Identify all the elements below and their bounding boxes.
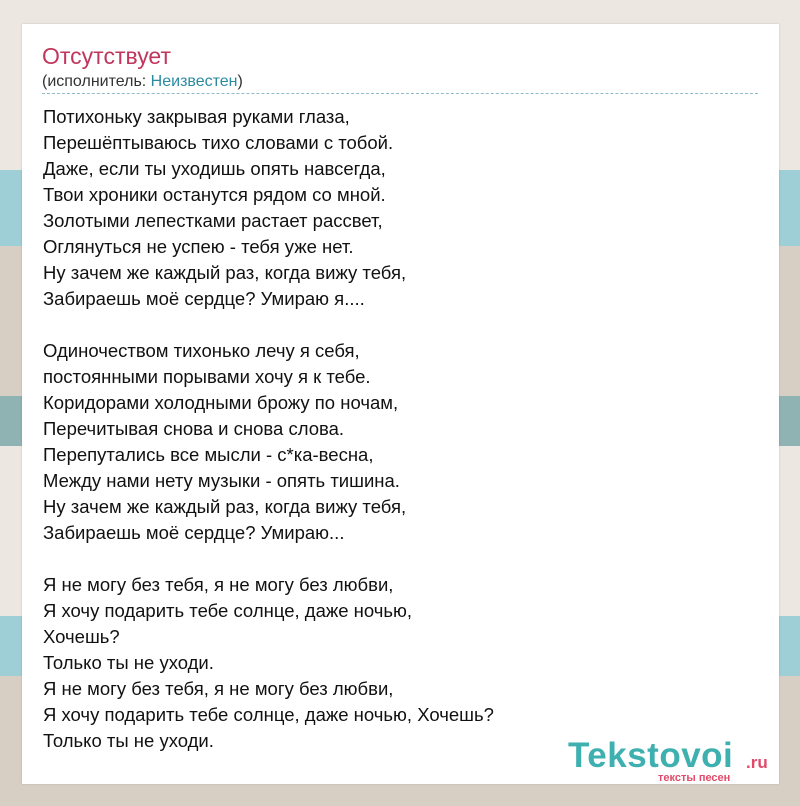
lyric-line: Даже, если ты уходишь опять навсегда, xyxy=(43,158,386,179)
chorus xyxy=(43,572,753,754)
lyrics-text xyxy=(43,104,753,754)
lyric-line: Хочешь? xyxy=(43,626,120,647)
verse-gap xyxy=(43,546,753,572)
logo-domain: .ru xyxy=(746,753,768,772)
lyric-line: Я не могу без тебя, я не могу без любви, xyxy=(43,574,394,595)
logo-subtitle: тексты песен xyxy=(658,772,731,784)
artist-suffix: ) xyxy=(237,73,243,90)
logo-wordmark: Tekstovoi xyxy=(568,736,734,775)
lyric-line: Твои хроники останутся рядом со мной. xyxy=(43,184,386,205)
lyric-line: Между нами нету музыки - опять тишина. xyxy=(43,470,400,491)
verse xyxy=(43,104,753,312)
lyric-line: Только ты не уходи. xyxy=(43,730,214,751)
lyric-line: постоянными порывами хочу я к тебе. xyxy=(43,366,371,387)
artist-line xyxy=(42,72,243,92)
verse xyxy=(43,338,753,546)
lyric-line: Перечитывая снова и снова слова. xyxy=(43,418,345,439)
lyric-line: Коридорами холодными брожу по ночам, xyxy=(43,392,399,413)
lyric-line: Только ты не уходи. xyxy=(43,652,214,673)
lyric-line: Я хочу подарить тебе солнце, даже ночью, Хочешь? xyxy=(43,704,494,725)
lyric-line: Забираешь моё сердце? Умираю... xyxy=(43,522,345,543)
lyric-line: Забираешь моё сердце? Умираю я.... xyxy=(43,288,365,309)
lyric-line: Золотыми лепестками растает рассвет, xyxy=(43,210,383,231)
lyric-line: Оглянуться не успею - тебя уже нет. xyxy=(43,236,354,257)
artist-link[interactable]: Неизвестен xyxy=(150,73,238,90)
site-logo[interactable] xyxy=(568,736,778,784)
verse-gap xyxy=(43,312,753,338)
lyric-line: Перепутались все мысли - с*ка-весна, xyxy=(43,444,374,465)
lyric-line: Ну зачем же каждый раз, когда вижу тебя, xyxy=(43,262,407,283)
lyric-line: Ну зачем же каждый раз, когда вижу тебя, xyxy=(43,496,407,517)
lyric-line: Одиночеством тихонько лечу я себя, xyxy=(43,340,360,361)
title-divider xyxy=(42,93,758,94)
lyric-line: Я не могу без тебя, я не могу без любви, xyxy=(43,678,394,699)
lyrics-card xyxy=(22,24,779,784)
lyric-line: Перешёптываюсь тихо словами с тобой. xyxy=(43,132,394,153)
artist-prefix: (исполнитель: xyxy=(42,73,151,90)
song-title: Отсутствует xyxy=(42,43,171,69)
lyric-line: Потихоньку закрывая руками глаза, xyxy=(43,106,350,127)
lyric-line: Я хочу подарить тебе солнце, даже ночью, xyxy=(43,600,413,621)
